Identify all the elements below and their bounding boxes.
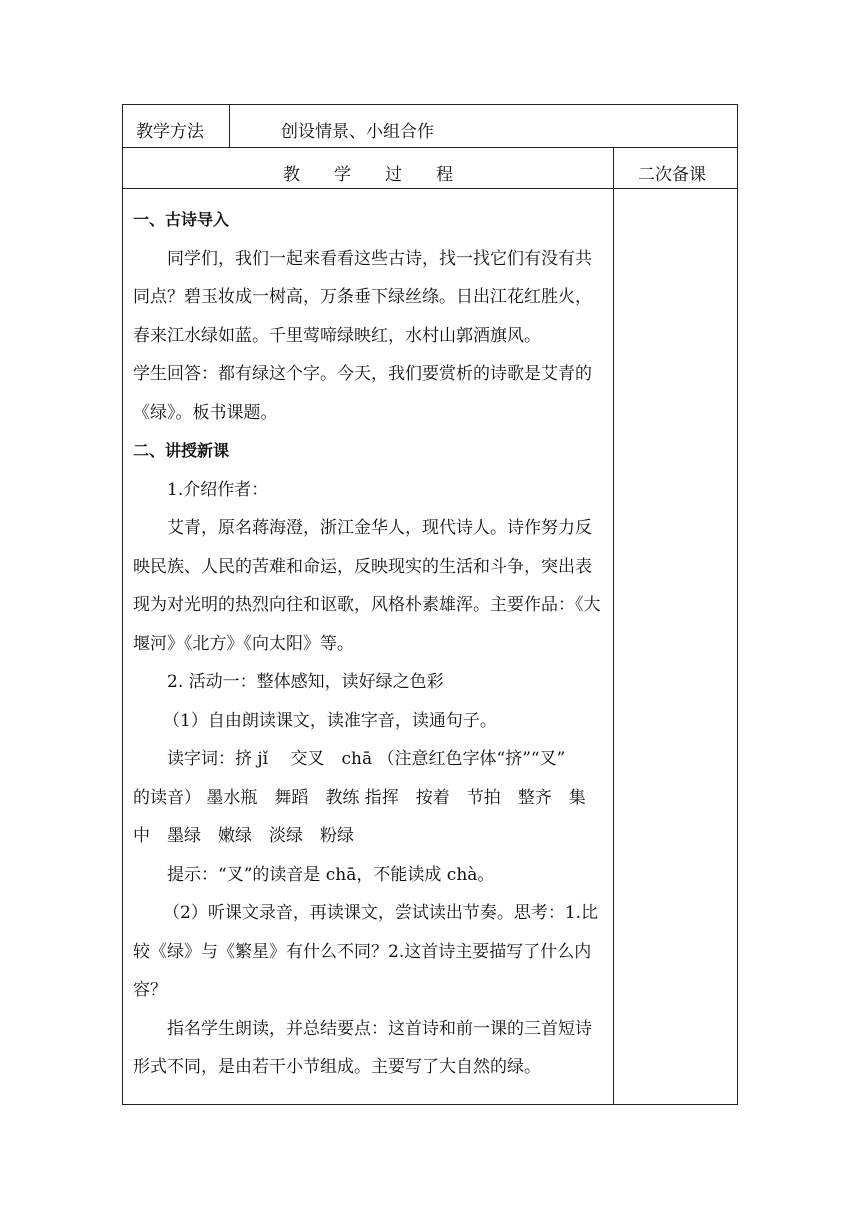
activity-title: 2. 活动一：整体感知，读好绿之色彩	[167, 672, 444, 692]
paragraph-line: 《绿》。板书课题。	[133, 402, 278, 423]
paragraph-line: 读字词：挤 jǐ 交叉 chā （注意红色字体“挤”“叉”	[167, 749, 566, 769]
tip-line: 提示：“叉”的读音是 chā，不能读成 chà。	[167, 864, 495, 885]
paragraph-line: 艾青，原名蒋海澄，浙江金华人，现代诗人。诗作努力反	[167, 518, 592, 538]
subsection-title: 1.介绍作者：	[167, 479, 269, 500]
paragraph-line: 同学们，我们一起来看看这些古诗，找一找它们有没有共	[167, 248, 592, 269]
paragraph-line: 容？	[133, 980, 167, 1000]
paragraph-line: 学生回答：都有绿这个字。今天，我们要赏析的诗歌是艾青的	[133, 364, 592, 384]
lesson-plan-table	[122, 104, 738, 1105]
paragraph-line: 同点？碧玉妆成一树高，万条垂下绿丝绦。日出江花红胜火，	[133, 287, 592, 307]
row-divider	[123, 147, 737, 148]
paragraph-line: 较《绿》与《繁星》有什么不同？2.这首诗主要描写了什么内	[133, 941, 592, 962]
section-heading: 一、古诗导入	[133, 210, 230, 229]
step-line: （1）自由朗读课文，读准字音，读通句子。	[163, 710, 497, 731]
teaching-process-heading: 教 学 过 程	[283, 165, 453, 185]
teaching-method-label: 教学方法	[136, 122, 204, 142]
paragraph-line: 中 墨绿 嫩绿 淡绿 粉绿	[133, 826, 354, 846]
teaching-process-content	[133, 201, 611, 1087]
second-preparation-heading: 二次备课	[638, 165, 706, 185]
section-heading: 二、讲授新课	[133, 441, 230, 460]
row-divider	[123, 188, 737, 189]
paragraph-line: 映民族、人民的苦难和命运，反映现实的生活和斗争，突出表	[133, 556, 592, 577]
paragraph-line: 堰河》《北方》《向太阳》等。	[133, 633, 354, 654]
paragraph-line: 指名学生朗读，并总结要点：这首诗和前一课的三首短诗	[167, 1018, 592, 1039]
paragraph-line: 春来江水绿如蓝。千里莺啼绿映红，水村山郭酒旗风。	[133, 325, 541, 346]
paragraph-line: 形式不同，是由若干小节组成。主要写了大自然的绿。	[133, 1057, 541, 1077]
teaching-method-value: 创设情景、小组合作	[281, 122, 434, 142]
paragraph-line: 的读音） 墨水瓶 舞蹈 教练 指挥 按着 节拍 整齐 集	[133, 787, 586, 808]
column-divider	[229, 105, 230, 147]
step-line: （2）听课文录音，再读课文，尝试读出节奏。思考：1.比	[163, 903, 599, 923]
column-divider	[613, 147, 614, 1104]
paragraph-line: 现为对光明的热烈向往和讴歌，风格朴素雄浑。主要作品：《大	[133, 595, 601, 615]
